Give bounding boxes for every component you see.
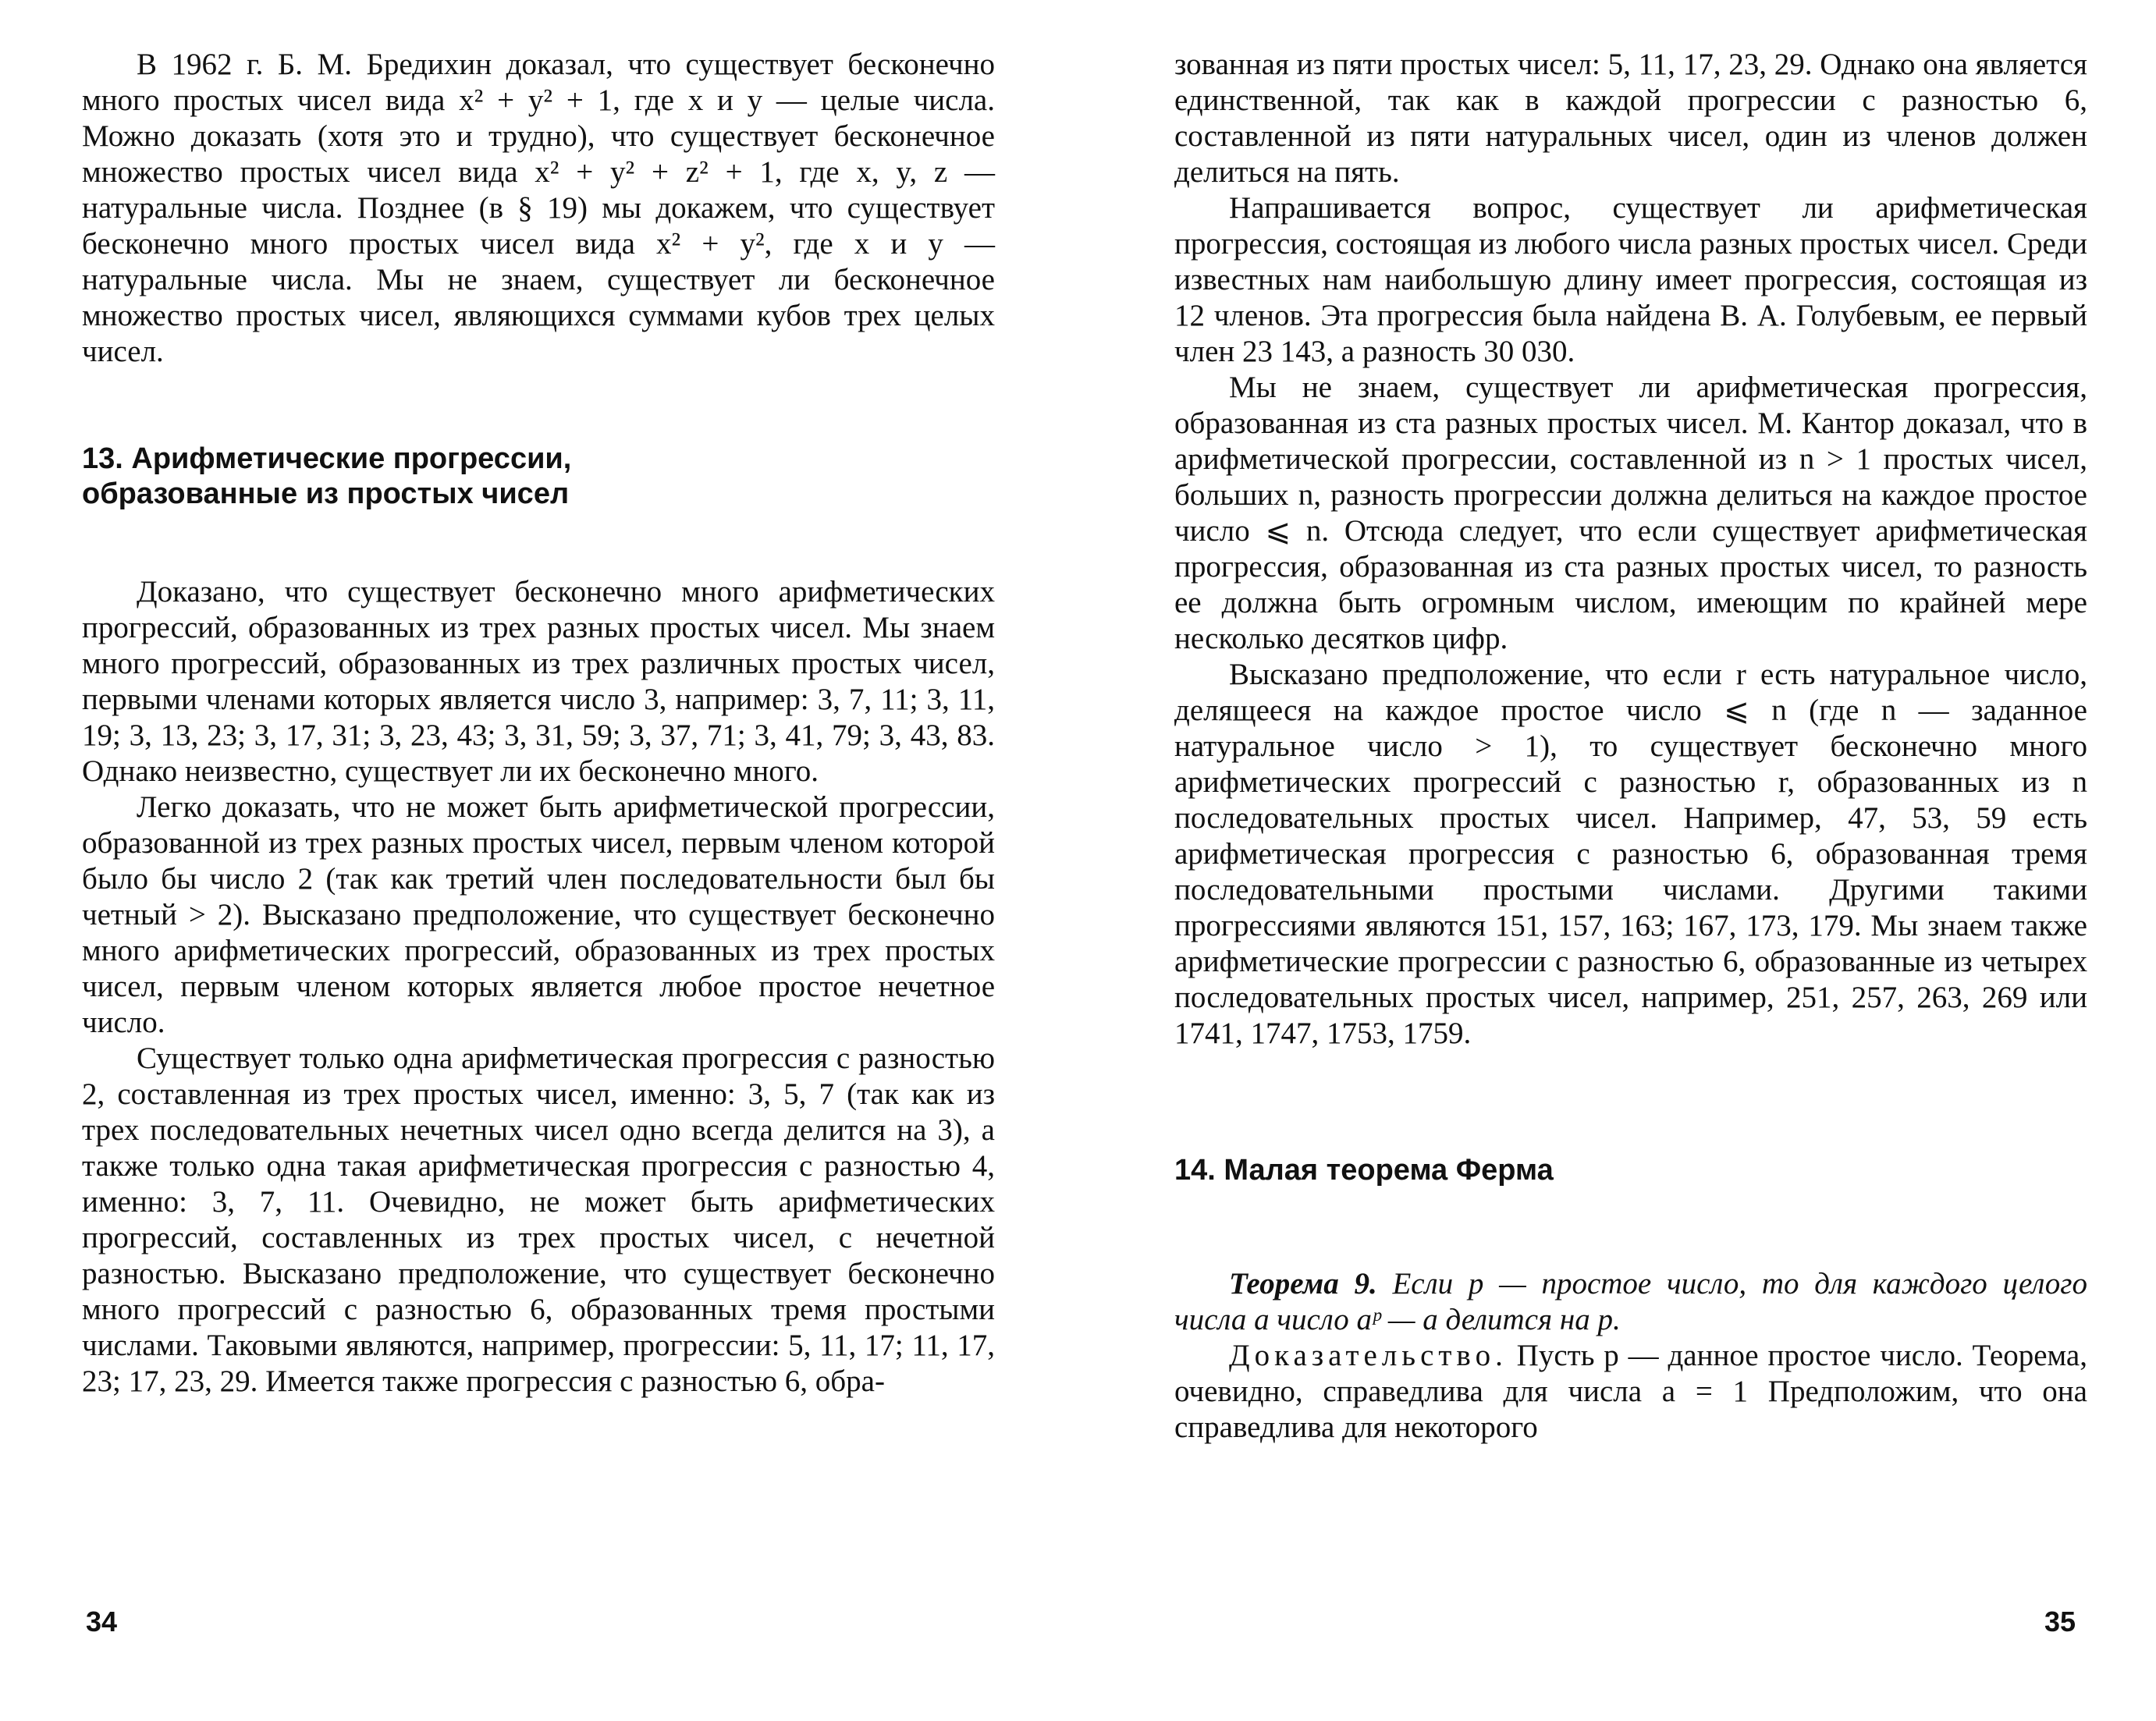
theorem-title: Теорема 9. <box>1229 1267 1377 1301</box>
right-page <box>1174 47 2087 1446</box>
left-page <box>82 47 995 1400</box>
paragraph-first-term-two: Легко доказать, что не может быть арифметической прогрессии, образованной из трех разных простых чисел, первым членом которой было бы число 2 (так как третий член последовательности был бы четный > 2). Высказано предположение, что существует бесконечно много арифметических прогрессий, образованных из трех простых чисел, первым членом которых является любое простое нечетное число. <box>82 790 995 1039</box>
paragraph-difference-two: Существует только одна арифметическая прогрессия с разностью 2, составленная из трех простых чисел, именно: 3, 5, 7 (так как из трех последовательных нечетных чисел одно всегда делится на 3), а также только одна такая арифметическая прогрессия с разностью 4, именно: 3, 7, 11. Очевидно, не может быть арифметических прогрессий, составленных из трех простых чисел, с нечетной разностью. Высказано предположение, что существует бесконечно много прогрессий с разностью 6, образованных тремя простыми числами. Таковыми являются, например, прогрессии: 5, 11, 17; 11, 17, 23; 17, 23, 29. Имеется также прогрессия с разностью 6, обра- <box>82 1041 995 1398</box>
section-heading-13-line2: образованные из простых чисел <box>82 477 570 510</box>
proof-label: Доказательство. <box>1229 1339 1508 1372</box>
paragraph-bredikhin: В 1962 г. Б. М. Бредихин доказал, что существует бесконечно много простых чисел вида x² + y² + 1, где x и y — целые числа. Можно доказать (хотя это и трудно), что существует бесконечное множество простых чисел вида x² + y² + z² + 1, где x, y, z — натуральные числа. Позднее (в § 19) мы докажем, что существует бесконечно много простых чисел вида x² + y², где x и y — натуральные числа. Мы не знаем, существует ли бесконечное множество простых чисел, являющихся суммами кубов трех целых чисел. <box>82 48 995 368</box>
theorem-9 <box>1174 1266 2087 1338</box>
theorem-statement: Если p — простое число, то для каждого целого числа a число aᵖ — a делится на p. <box>1174 1267 2088 1336</box>
paragraph-five-primes: зованная из пяти простых чисел: 5, 11, 17, 23, 29. Однако она является единственной, так как в каждой прогрессии с разностью 6, составленной из пяти натуральных чисел, один из членов должен делиться на пять. <box>1174 48 2087 189</box>
paragraph-cantor: Мы не знаем, существует ли арифметическая прогрессия, образованная из ста разных простых чисел. М. Кантор доказал, что в арифметической прогрессии, составленной из n > 1 простых чисел, больших n, разность прогрессии должна делиться на каждое простое число ⩽ n. Отсюда следует, что если существует арифметическая прогрессия, образованная из ста разных простых чисел, то разность ее должна быть огромным числом, имеющим по крайней мере несколько десятков цифр. <box>1174 371 2087 655</box>
section-heading-13 <box>82 442 995 512</box>
page-number-left: 34 <box>86 1606 118 1638</box>
section-heading-14: 14. Малая теорема Ферма <box>1174 1154 1554 1187</box>
section-heading-13-line1: 13. Арифметические прогрессии, <box>82 442 572 475</box>
paragraph-conjecture: Высказано предположение, что если r есть натуральное число, делящееся на каждое простое число ⩽ n (где n — заданное натуральное число > 1), то существует бесконечно много арифметических прогрессий с разностью r, образованных из n последовательных простых чисел. Например, 47, 53, 59 есть арифметическая прогрессия с разностью 6, образованная тремя последовательными простыми числами. Другими такими прогрессиями являются 151, 157, 163; 167, 173, 179. Мы знаем также арифметические прогрессии с разностью 6, образованные из четырех последовательных простых чисел, например, 251, 257, 263, 269 или 1741, 1747, 1753, 1759. <box>1174 658 2087 1050</box>
page-number-right: 35 <box>2044 1606 2076 1638</box>
paragraph-golubev: Напрашивается вопрос, существует ли арифметическая прогрессия, состоящая из любого числа разных простых чисел. Среди известных нам наибольшую длину имеет прогрессия, состоящая из 12 членов. Эта прогрессия была найдена В. А. Голубевым, ее первый член 23 143, а разность 30 030. <box>1174 191 2087 368</box>
proof-text: Пусть p — данное простое число. Теорема, очевидно, справедлива для числа a = 1 Предположим, что она справедлива для некоторого <box>1174 1339 2087 1444</box>
paragraph-three-primes: Доказано, что существует бесконечно много арифметических прогрессий, образованных из трех разных простых чисел. Мы знаем много прогрессий, образованных из трех различных простых чисел, первыми членами которых является число 3, например: 3, 7, 11; 3, 11, 19; 3, 13, 23; 3, 17, 31; 3, 23, 43; 3, 31, 59; 3, 37, 71; 3, 41, 79; 3, 43, 83. Однако неизвестно, существует ли их бесконечно много. <box>82 575 995 788</box>
proof-paragraph <box>1174 1338 2087 1446</box>
